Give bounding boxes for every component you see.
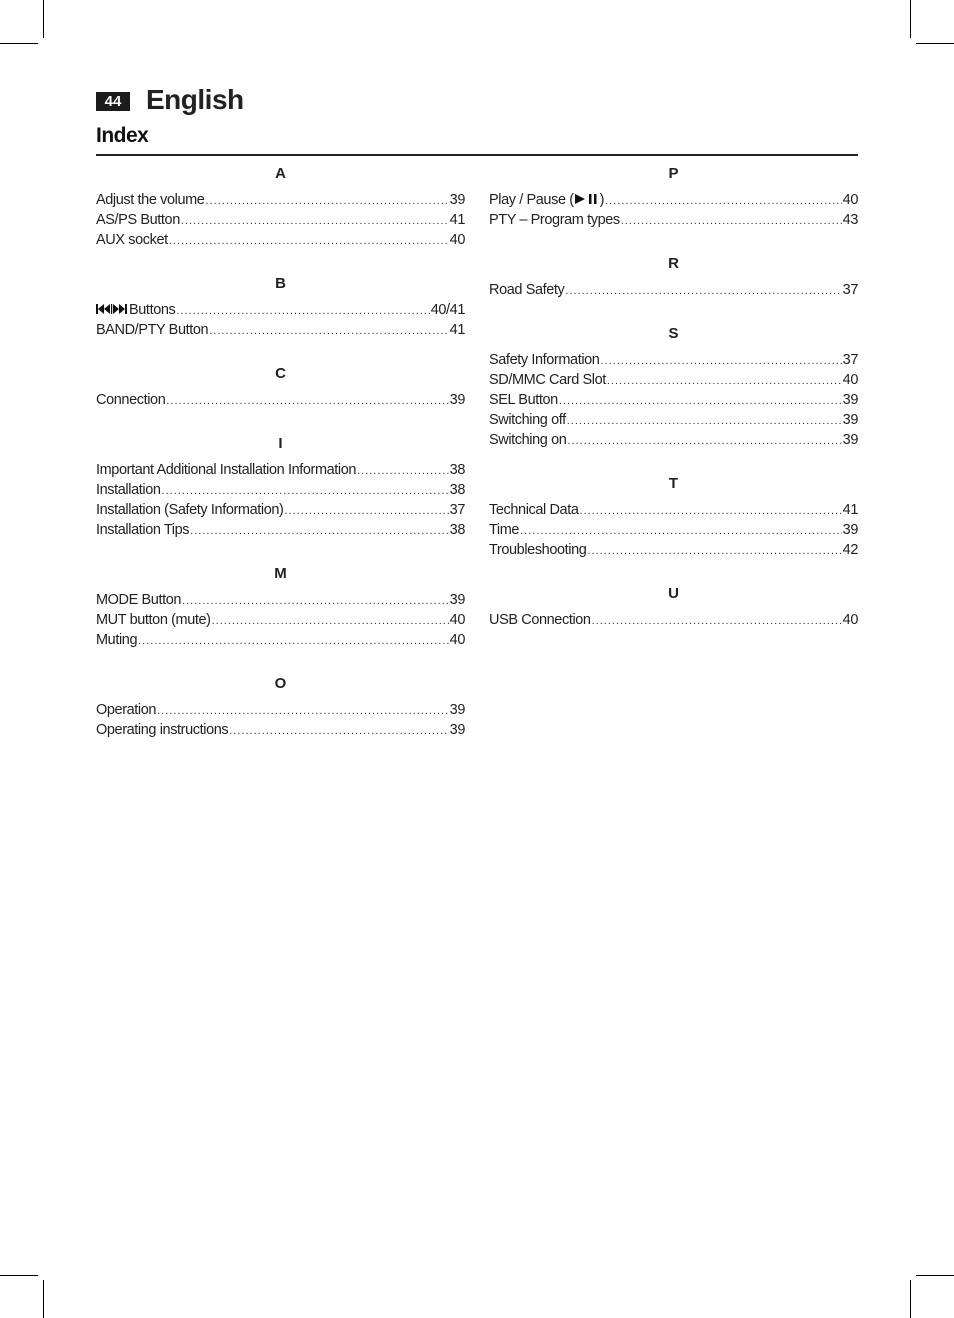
index-entry [489, 610, 858, 630]
language-title: English [146, 84, 244, 115]
dot-leader [580, 501, 842, 521]
index-section [489, 254, 858, 300]
dot-leader [229, 721, 448, 741]
entry-page-number: 40 [842, 612, 858, 628]
entry-page-number: 43 [842, 212, 858, 228]
index-entry [96, 210, 465, 230]
dot-leader [169, 231, 449, 251]
index-section [96, 434, 465, 540]
index-section [96, 364, 465, 410]
entry-page-number: 39 [842, 412, 858, 428]
section-letter: A [275, 165, 286, 182]
entry-label [96, 300, 175, 321]
entry-label: SD/MMC Card Slot [489, 372, 606, 388]
page-number-badge: 44 [96, 92, 130, 111]
entry-page-number: 37 [842, 352, 858, 368]
entry-page-number: 37 [842, 282, 858, 298]
entry-label: AUX socket [96, 232, 168, 248]
index-entry [489, 210, 858, 230]
index-entry [489, 500, 858, 520]
dot-leader [592, 611, 842, 631]
entry-page-number: 40 [842, 372, 858, 388]
section-letter: B [275, 275, 286, 292]
section-letter: C [275, 365, 286, 382]
dot-leader [212, 611, 449, 631]
entry-page-number: 38 [449, 482, 465, 498]
entry-label: Installation [96, 482, 161, 498]
index-section [96, 164, 465, 250]
index-entry [96, 720, 465, 740]
dot-leader [567, 431, 841, 451]
entry-page-number: 39 [842, 432, 858, 448]
section-letter: R [668, 255, 679, 272]
section-letter: I [278, 435, 283, 452]
index-entry [96, 610, 465, 630]
entry-label: Installation Tips [96, 522, 190, 538]
crop-mark [0, 43, 38, 44]
header-rule [96, 154, 858, 156]
index-entry [96, 390, 465, 410]
dot-leader [205, 191, 448, 211]
entry-label: Installation (Safety Information) [96, 502, 284, 518]
entry-label: Important Additional Installation Information [96, 462, 357, 478]
entry-label: Safety Information [489, 352, 600, 368]
entry-page-number: 37 [449, 502, 465, 518]
section-letter: U [668, 585, 679, 602]
index-entry [96, 500, 465, 520]
index-entry [489, 520, 858, 540]
index-section [96, 674, 465, 740]
skip-back-forward-icon [96, 301, 128, 321]
dot-leader [357, 461, 449, 481]
dot-leader [520, 521, 842, 541]
entry-label-suffix: ) [599, 192, 605, 208]
index-section [96, 274, 465, 340]
index-entry [96, 300, 465, 320]
dot-leader [181, 211, 449, 231]
entry-page-number: 39 [842, 392, 858, 408]
crop-mark [910, 0, 911, 38]
entry-page-number: 41 [842, 502, 858, 518]
index-entry [489, 350, 858, 370]
dot-leader [565, 281, 841, 301]
entry-label: Technical Data [489, 502, 579, 518]
index-entry [96, 590, 465, 610]
entry-page-number: 39 [449, 702, 465, 718]
entry-label-text: Play / Pause ( [489, 192, 574, 208]
dot-leader [284, 501, 448, 521]
index-entry [96, 190, 465, 210]
dot-leader [605, 191, 842, 211]
dot-leader [138, 631, 449, 651]
crop-mark [916, 1275, 954, 1276]
index-entry [489, 430, 858, 450]
entry-label: Switching off [489, 412, 566, 428]
crop-mark [43, 0, 44, 38]
index-entry [489, 190, 858, 210]
dot-leader [600, 351, 841, 371]
entry-label: Troubleshooting [489, 542, 587, 558]
index-column-left [96, 164, 465, 764]
entry-label: MODE Button [96, 592, 182, 608]
entry-page-number: 40/41 [430, 302, 465, 318]
index-entry [489, 390, 858, 410]
dot-leader [162, 481, 449, 501]
entry-page-number: 42 [842, 542, 858, 558]
section-letter: O [274, 675, 287, 692]
section-letter: S [668, 325, 679, 342]
crop-mark [916, 43, 954, 44]
dot-leader [607, 371, 842, 391]
section-letter: P [668, 165, 679, 182]
dot-leader [621, 211, 842, 231]
index-entry [96, 520, 465, 540]
index-entry [96, 630, 465, 650]
entry-page-number: 41 [449, 322, 465, 338]
entry-label: PTY – Program types [489, 212, 620, 228]
index-section [489, 474, 858, 560]
entry-label: Road Safety [489, 282, 565, 298]
entry-label: Adjust the volume [96, 192, 205, 208]
index-entry [489, 370, 858, 390]
entry-label: Operation [96, 702, 157, 718]
dot-leader [209, 321, 448, 341]
entry-label: Muting [96, 632, 138, 648]
index-entry [96, 230, 465, 250]
entry-label: SEL Button [489, 392, 558, 408]
index-section [489, 324, 858, 450]
dot-leader [182, 591, 449, 611]
entry-label: MUT button (mute) [96, 612, 211, 628]
entry-page-number: 40 [449, 612, 465, 628]
index-entry [96, 460, 465, 480]
entry-label: BAND/PTY Button [96, 322, 209, 338]
crop-mark [43, 1280, 44, 1318]
entry-label: Operating instructions [96, 722, 229, 738]
entry-label: Time [489, 522, 520, 538]
entry-label: Connection [96, 392, 166, 408]
entry-page-number: 40 [842, 192, 858, 208]
dot-leader [190, 521, 449, 541]
index-section [96, 564, 465, 650]
entry-page-number: 39 [449, 592, 465, 608]
index-section [489, 164, 858, 230]
crop-mark [0, 1275, 38, 1276]
dot-leader [176, 301, 429, 321]
entry-page-number: 38 [449, 462, 465, 478]
entry-label: Switching on [489, 432, 567, 448]
crop-mark [910, 1280, 911, 1318]
index-entry [96, 700, 465, 720]
dot-leader [559, 391, 842, 411]
entry-page-number: 38 [449, 522, 465, 538]
index-title: Index [96, 124, 149, 147]
entry-page-number: 39 [449, 722, 465, 738]
section-letter: M [274, 565, 287, 582]
entry-page-number: 40 [449, 632, 465, 648]
index-entry [96, 480, 465, 500]
entry-page-number: 41 [449, 212, 465, 228]
entry-label [489, 190, 604, 211]
index-entry [96, 320, 465, 340]
section-letter: T [668, 475, 679, 492]
entry-label-text: Buttons [129, 302, 176, 318]
dot-leader [157, 701, 449, 721]
dot-leader [587, 541, 841, 561]
index-entry [489, 280, 858, 300]
entry-label: AS/PS Button [96, 212, 180, 228]
dot-leader [567, 411, 842, 431]
index-section [489, 584, 858, 630]
entry-page-number: 40 [449, 232, 465, 248]
entry-label: USB Connection [489, 612, 591, 628]
play-pause-icon [574, 191, 600, 211]
index-entry [489, 410, 858, 430]
entry-page-number: 39 [842, 522, 858, 538]
index-column-right [489, 164, 858, 654]
index-entry [489, 540, 858, 560]
entry-page-number: 39 [449, 392, 465, 408]
entry-page-number: 39 [449, 192, 465, 208]
dot-leader [166, 391, 448, 411]
